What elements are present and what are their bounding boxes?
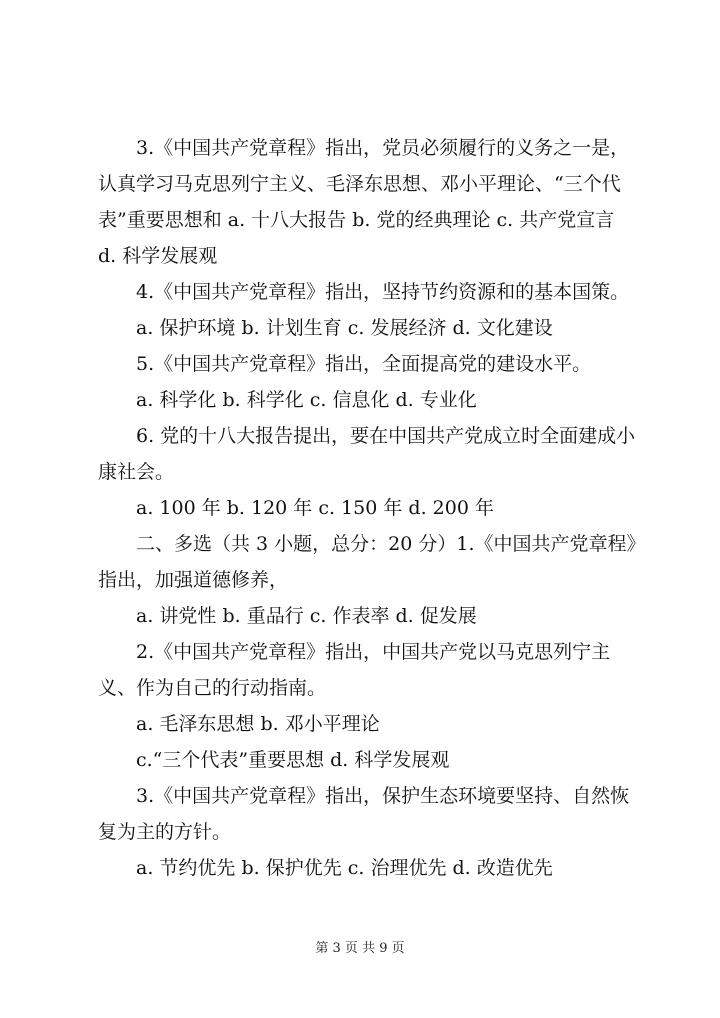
multi-question-2-options-ab: a. 毛泽东思想 b. 邓小平理论 (136, 713, 380, 735)
multi-question-1-options: a. 讲党性 b. 重品行 c. 作表率 d. 促发展 (136, 605, 477, 627)
question-5-stem: 5.《中国共产党章程》指出，全面提高党的建设水平。 (136, 353, 592, 375)
question-4-stem: 4.《中国共产党章程》指出，坚持节约资源和的基本国策。 (136, 281, 630, 303)
question-6-stem: 6. 党的十八大报告提出，要在中国共产党成立时全面建成小康社会。 (98, 425, 636, 483)
question-4-options: a. 保护环境 b. 计划生育 c. 发展经济 d. 文化建设 (136, 317, 553, 339)
question-6-options: a. 100 年 b. 120 年 c. 150 年 d. 200 年 (136, 497, 494, 519)
multi-question-3-stem: 3.《中国共产党章程》指出，保护生态环境要坚持、自然恢复为主的方针。 (98, 785, 630, 843)
question-3-stem: 3.《中国共产党章程》指出，党员必须履行的义务之一是，认真学习马克思列宁主义、毛泽东思想、邓小平理论、“三个代表”重要思想和 a. 十八大报告 b. 党的经典理论 c. 共产党宣言 d. 科学发展观 (98, 137, 630, 267)
multi-question-2-options-cd: c.“三个代表”重要思想 d. 科学发展观 (136, 749, 450, 771)
multi-question-2-stem: 2.《中国共产党章程》指出，中国共产党以马克思列宁主义、作为自己的行动指南。 (98, 641, 611, 699)
question-5-options: a. 科学化 b. 科学化 c. 信息化 d. 专业化 (136, 389, 477, 411)
section-multi-choice-heading: 二、多选（共 3 小题，总分：20 分）1.《中国共产党章程》指出，加强道德修养， (98, 533, 637, 591)
multi-question-3-options: a. 节约优先 b. 保护优先 c. 治理优先 d. 改造优先 (136, 857, 553, 879)
document-body (98, 130, 638, 886)
page-number-footer: 第 3 页 共 9 页 (315, 941, 405, 956)
